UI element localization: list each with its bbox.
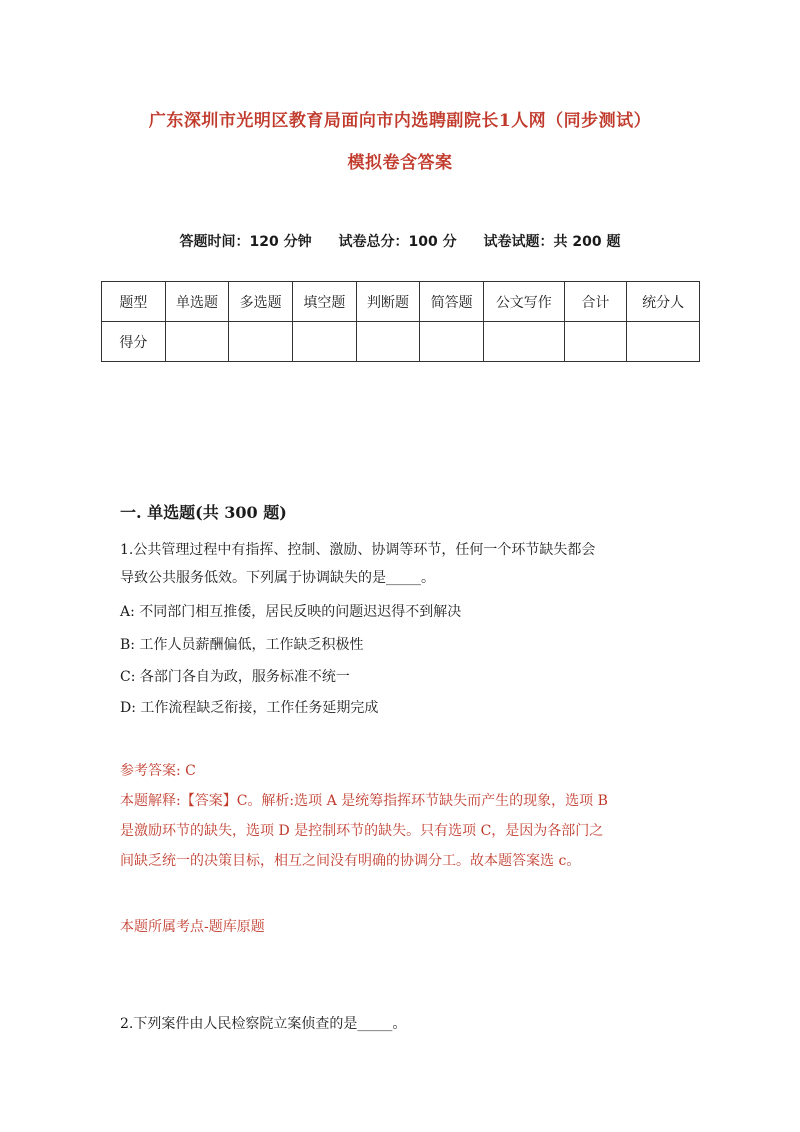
question-1-explanation-line1: 本题解释:【答案】C。解析:选项 A 是统筹指挥环节缺失而产生的现象，选项 B (120, 793, 608, 809)
page-title-line2: 模拟卷含答案 (347, 153, 453, 173)
table-header-cell: 公文写作 (484, 282, 565, 322)
table-header-cell: 多选题 (229, 282, 293, 322)
exam-total-score: 试卷总分：100 分 (338, 234, 457, 250)
question-1-option-d: D: 工作流程缺乏衔接，工作任务延期完成 (120, 700, 379, 716)
question-1-explanation-line2: 是激励环节的缺失，选项 D 是控制环节的缺失。只有选项 C，是因为各部门之 (120, 823, 604, 839)
exam-time: 答题时间：120 分钟 (179, 234, 312, 250)
section-heading: 一. 单选题(共 300 题) (120, 503, 287, 522)
score-cell (165, 322, 229, 362)
score-cell (484, 322, 565, 362)
table-row-label: 得分 (102, 322, 166, 362)
score-cell (564, 322, 627, 362)
table-header-cell: 填空题 (293, 282, 357, 322)
score-table-header-row (102, 282, 700, 322)
question-1-stem-line1: 1.公共管理过程中有指挥、控制、激励、协调等环节，任何一个环节缺失都会 (120, 542, 596, 558)
page-title-line1: 广东深圳市光明区教育局面向市内选聘副院长1人网（同步测试） (148, 111, 652, 131)
question-1-option-b: B: 工作人员薪酬偏低，工作缺乏积极性 (120, 637, 364, 653)
table-header-cell: 统分人 (627, 282, 700, 322)
table-header-cell: 题型 (102, 282, 166, 322)
score-cell (627, 322, 700, 362)
question-1-explanation-line3: 间缺乏统一的决策目标，相互之间没有明确的协调分工。故本题答案选 c。 (120, 853, 581, 869)
table-header-cell: 判断题 (356, 282, 420, 322)
score-table (101, 281, 700, 362)
question-1-stem-line2: 导致公共服务低效。下列属于协调缺失的是_____。 (120, 570, 435, 586)
question-1-answer: 参考答案: C (120, 763, 196, 779)
question-1-source: 本题所属考点-题库原题 (120, 919, 265, 935)
score-cell (420, 322, 484, 362)
question-1-option-c: C: 各部门各自为政，服务标准不统一 (120, 669, 350, 685)
question-1-option-a: A: 不同部门相互推倭，居民反映的问题迟迟得不到解决 (120, 604, 462, 620)
score-table-score-row (102, 322, 700, 362)
score-cell (229, 322, 293, 362)
table-header-cell: 单选题 (165, 282, 229, 322)
question-2-stem-line1: 2.下列案件由人民检察院立案侦查的是_____。 (120, 1016, 407, 1032)
table-header-cell: 合计 (564, 282, 627, 322)
exam-question-count: 试卷试题：共 200 题 (483, 234, 621, 250)
score-cell (293, 322, 357, 362)
table-header-cell: 简答题 (420, 282, 484, 322)
score-cell (356, 322, 420, 362)
exam-meta (0, 231, 800, 251)
